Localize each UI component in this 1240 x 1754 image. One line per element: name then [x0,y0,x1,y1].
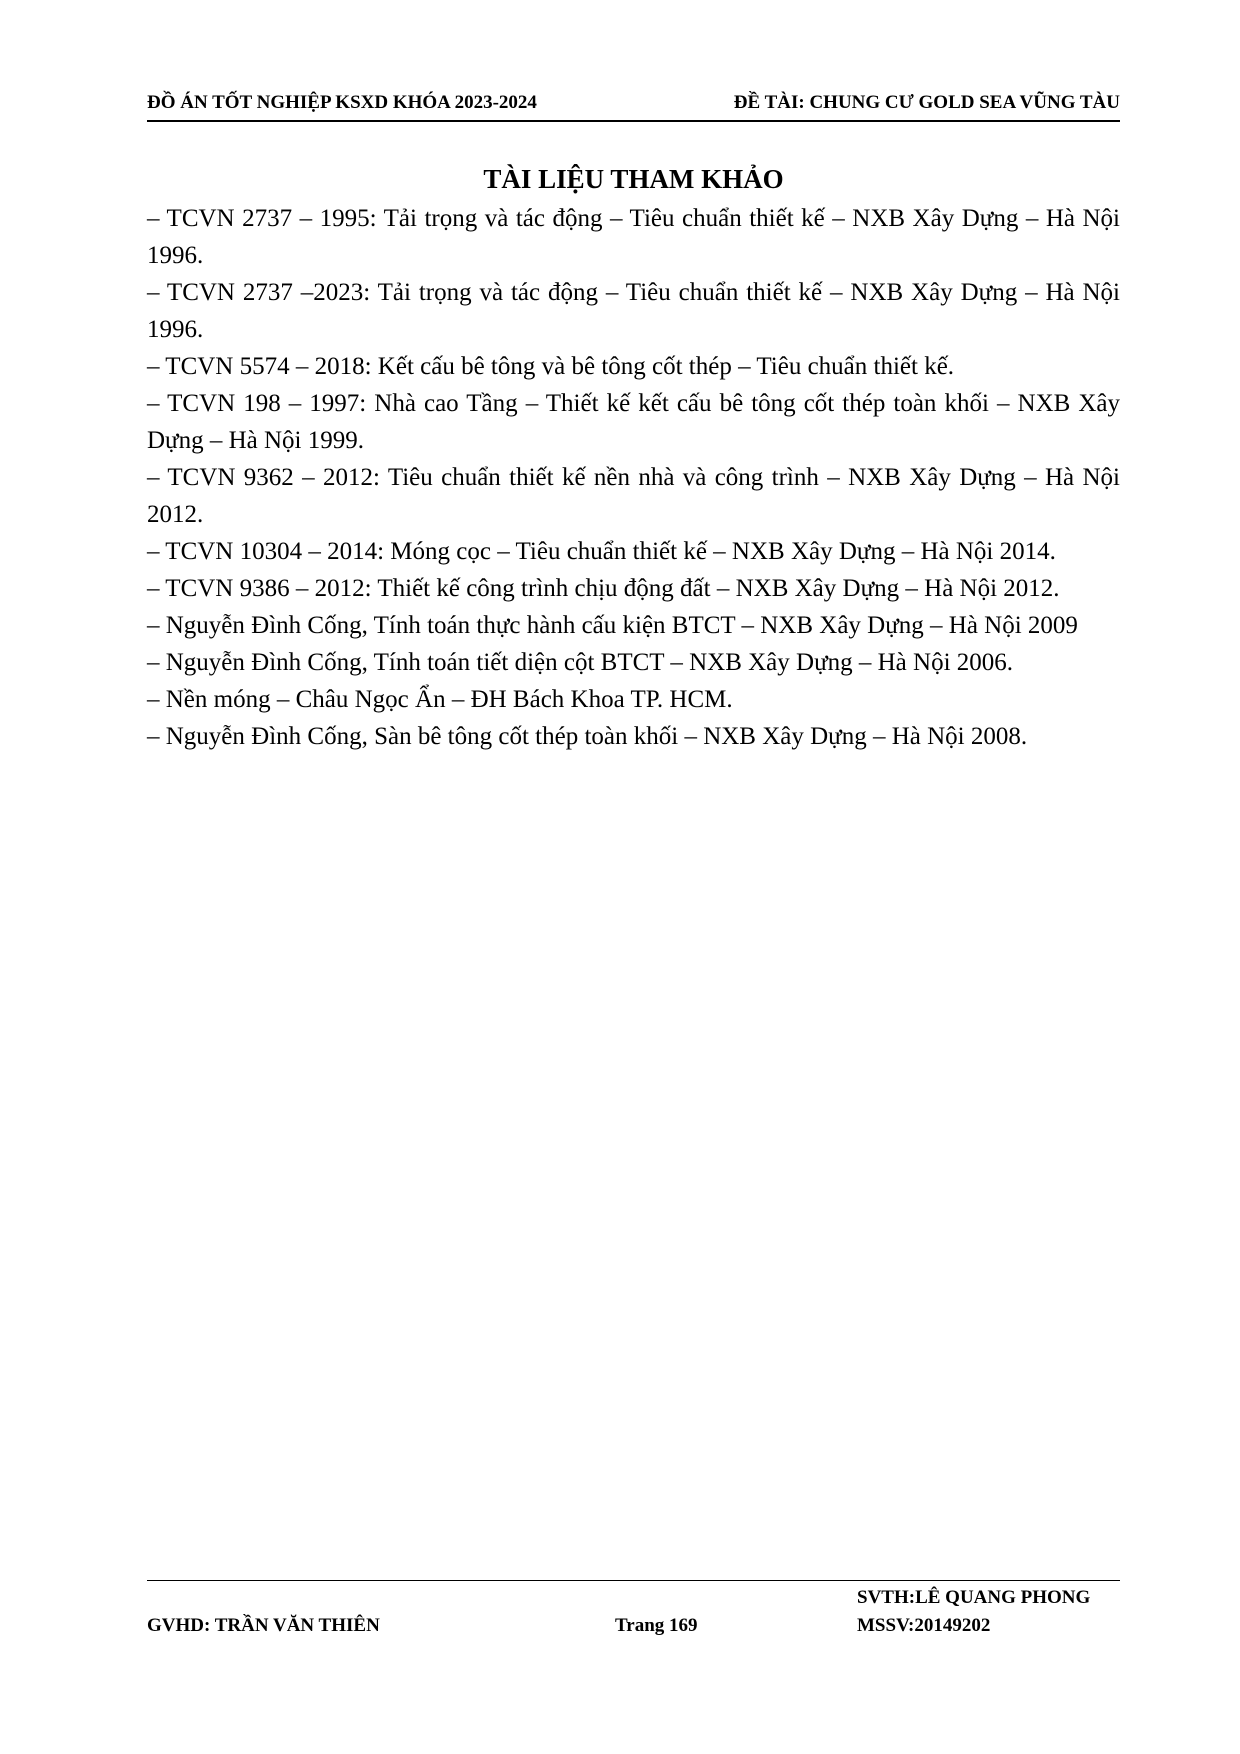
reference-item: – TCVN 5574 – 2018: Kết cấu bê tông và bê tông cốt thép – Tiêu chuẩn thiết kế. [147,353,955,380]
reference-list [147,200,1120,755]
reference-item: – TCVN 9386 – 2012: Thiết kế công trình chịu động đất – NXB Xây Dựng – Hà Nội 2012. [147,575,1060,602]
section-title: TÀI LIỆU THAM KHẢO [483,164,784,194]
page-header [147,86,1120,122]
reference-item: – TCVN 2737 – 1995: Tải trọng và tác động – Tiêu chuẩn thiết kế – NXB Xây Dựng – Hà Nội 1996. [147,205,1120,269]
reference-item: – Nguyễn Đình Cống, Tính toán tiết diện cột BTCT – NXB Xây Dựng – Hà Nội 2006. [147,649,1014,676]
footer-page-number: Trang 169 [615,1615,698,1636]
footer-supervisor: GVHD: TRẦN VĂN THIÊN [147,1615,380,1636]
header-project-title: ĐỒ ÁN TỐT NGHIỆP KSXD KHÓA 2023-2024 [147,92,537,113]
header-topic: ĐỀ TÀI: CHUNG CƯ GOLD SEA VŨNG TÀU [733,92,1120,113]
footer-student-id: MSSV:20149202 [857,1615,991,1636]
reference-item: – Nguyễn Đình Cống, Tính toán thực hành cấu kiện BTCT – NXB Xây Dựng – Hà Nội 2009 [147,612,1078,639]
reference-item: – TCVN 9362 – 2012: Tiêu chuẩn thiết kế nền nhà và công trình – NXB Xây Dựng – Hà Nội 2012. [147,464,1120,528]
footer-divider [147,1580,1120,1581]
reference-item: – TCVN 198 – 1997: Nhà cao Tầng – Thiết kế kết cấu bê tông cốt thép toàn khối – NXB Xây Dựng – Hà Nội 1999. [147,390,1120,454]
page-footer [147,1585,1120,1645]
reference-item: – TCVN 10304 – 2014: Móng cọc – Tiêu chuẩn thiết kế – NXB Xây Dựng – Hà Nội 2014. [147,538,1056,565]
reference-item: – Nguyễn Đình Cống, Sàn bê tông cốt thép toàn khối – NXB Xây Dựng – Hà Nội 2008. [147,723,1028,750]
reference-item: – Nền móng – Châu Ngọc Ẩn – ĐH Bách Khoa TP. HCM. [147,686,733,713]
reference-item: – TCVN 2737 –2023: Tải trọng và tác động – Tiêu chuẩn thiết kế – NXB Xây Dựng – Hà Nội 1996. [147,279,1120,343]
footer-student-name: SVTH:LÊ QUANG PHONG [857,1587,1091,1608]
